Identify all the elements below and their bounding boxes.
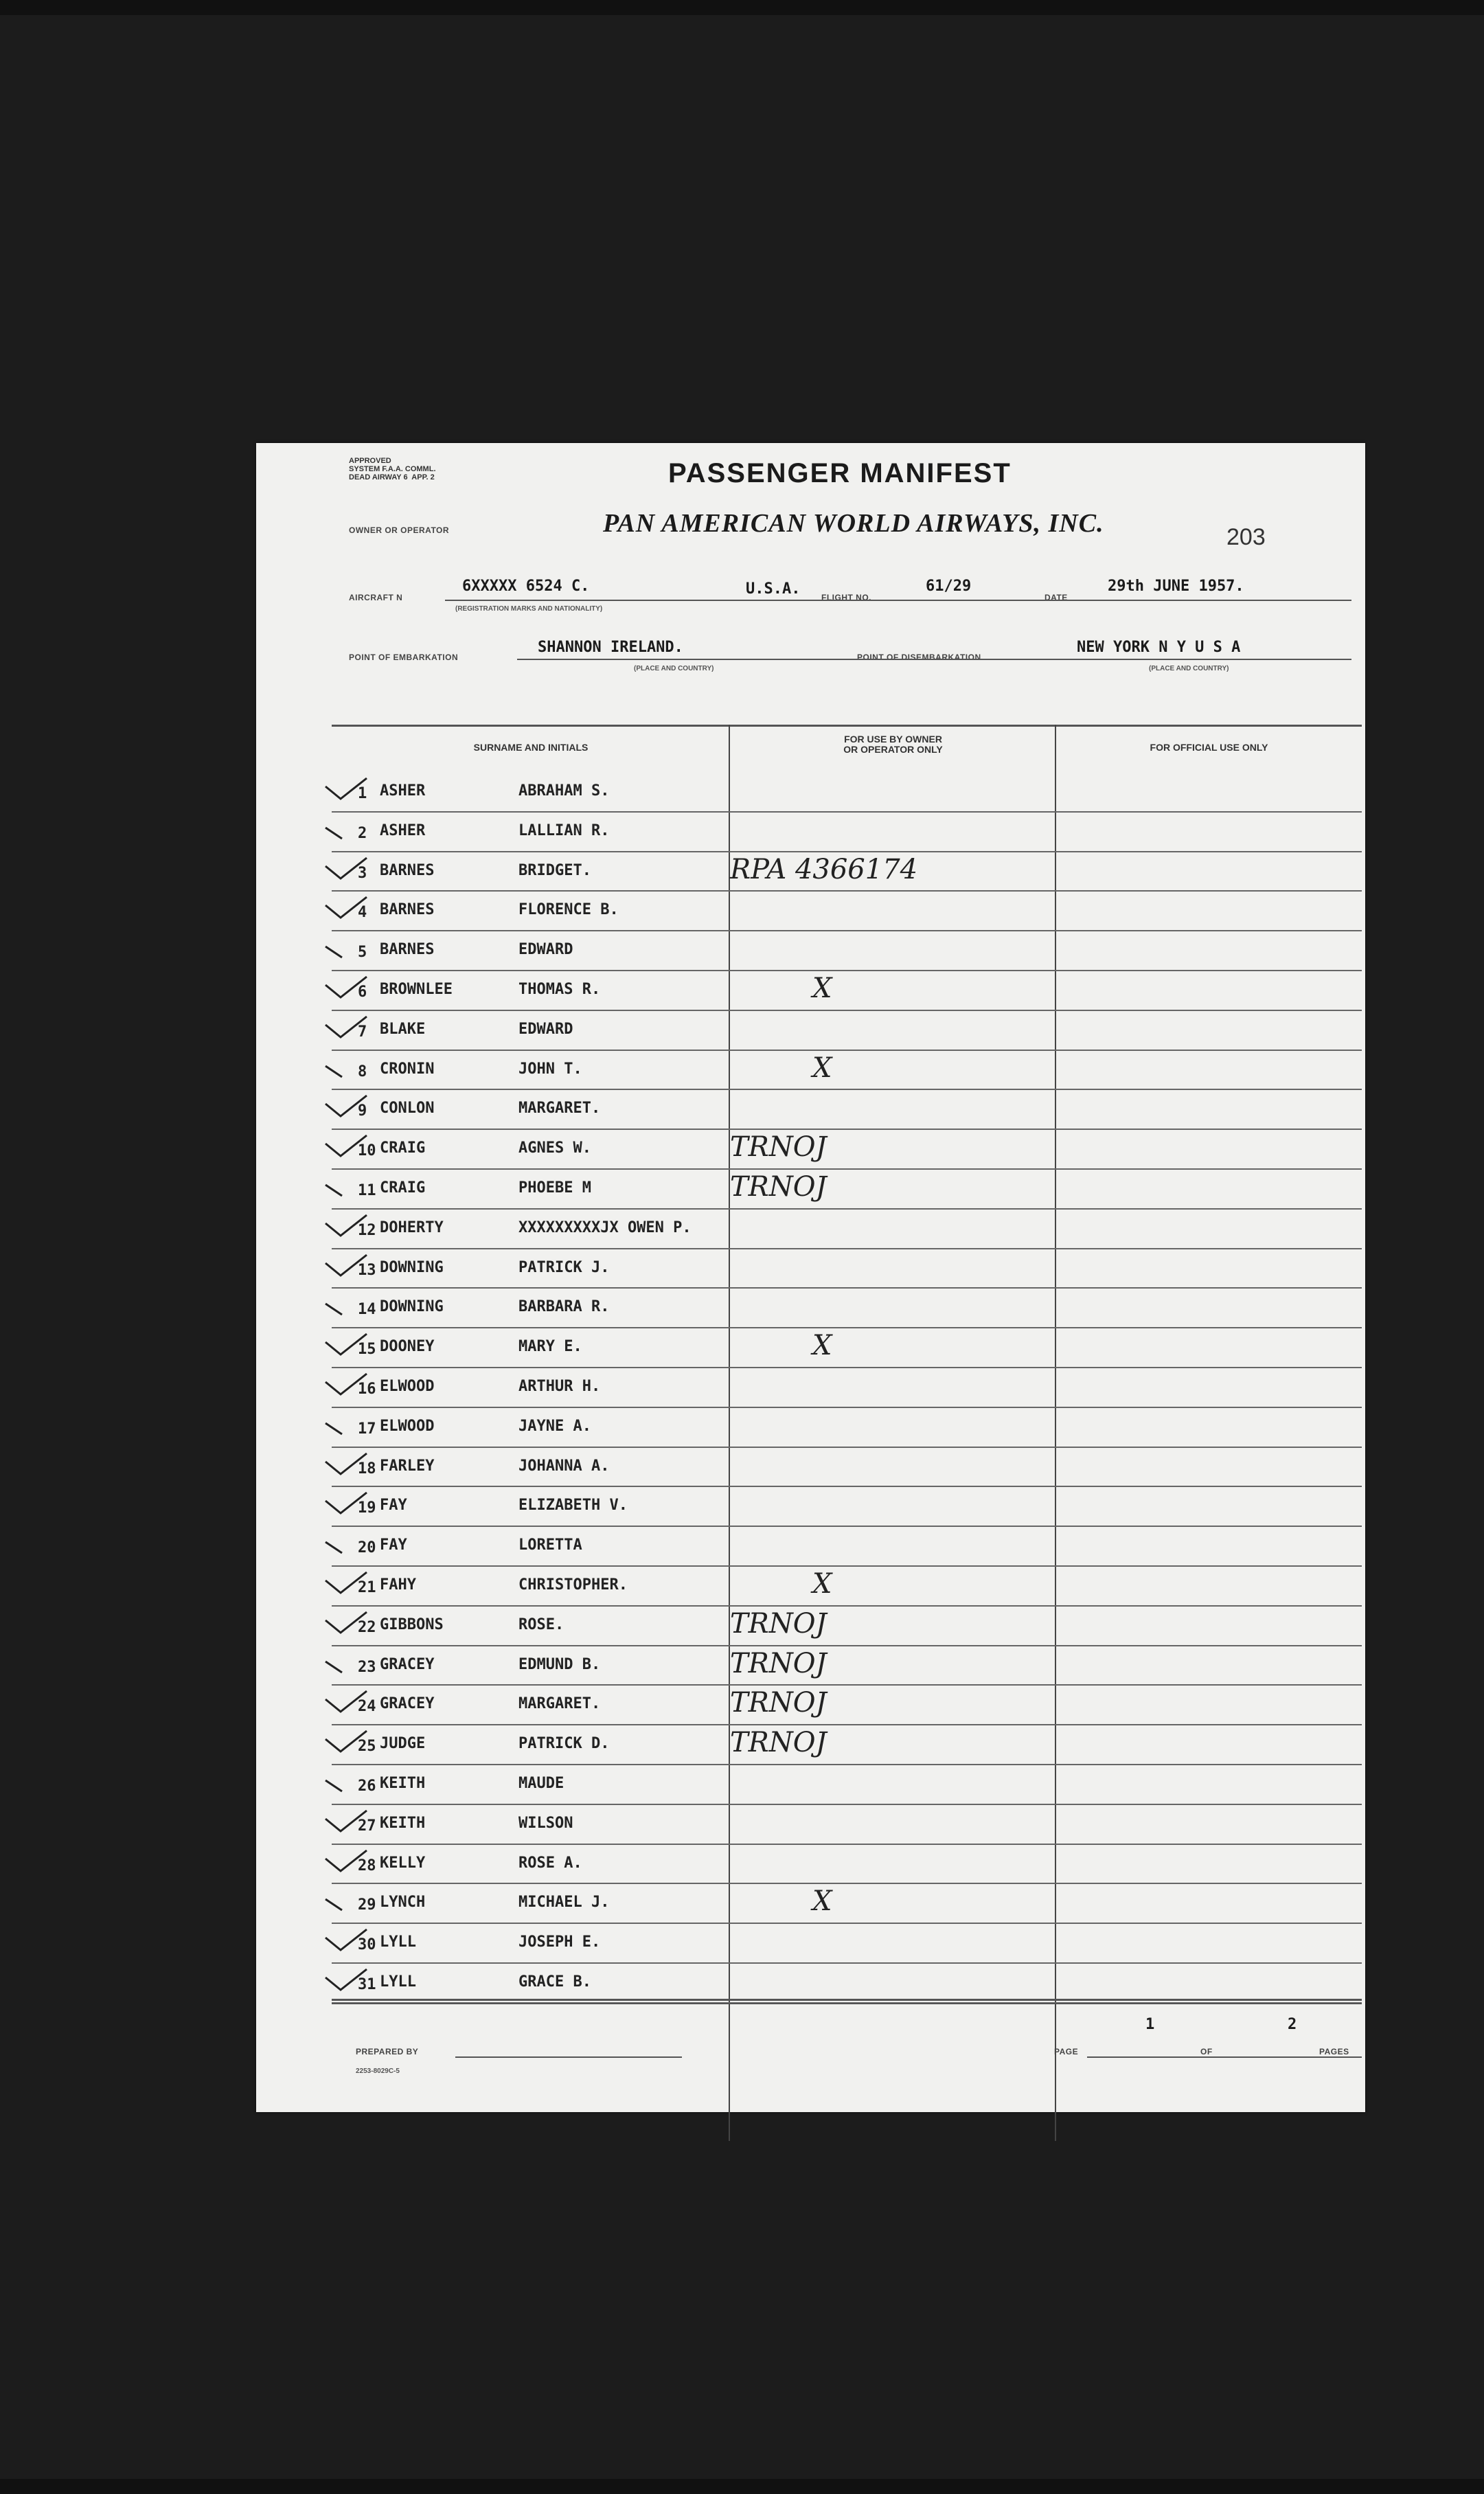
passenger-surname: KEITH: [380, 1814, 426, 1832]
passenger-surname: CRAIG: [380, 1140, 426, 1157]
passenger-number: 1: [358, 785, 367, 802]
check-tick-mark: [321, 1291, 371, 1319]
handwritten-annotation: TRNOJ: [730, 1607, 827, 1640]
table-row-rule: [332, 1367, 1362, 1368]
passenger-number: 20: [358, 1539, 376, 1557]
check-tick-mark: [321, 1887, 371, 1914]
handwritten-x-mark: X: [812, 973, 832, 1004]
column-divider-2: [1055, 725, 1056, 2141]
check-tick-mark: [321, 1768, 371, 1795]
passenger-surname: FAY: [380, 1537, 407, 1554]
handwritten-annotation: TRNOJ: [730, 1727, 827, 1759]
passenger-number: 5: [358, 944, 367, 962]
passenger-number: 8: [358, 1063, 367, 1080]
check-tick-mark: [321, 1569, 371, 1597]
handwritten-annotation: TRNOJ: [730, 1687, 827, 1719]
check-tick-mark: [321, 1054, 371, 1081]
passenger-number: 27: [358, 1817, 376, 1835]
check-tick-mark: [321, 1649, 371, 1677]
passenger-surname: BARNES: [380, 941, 435, 959]
page-value: 1: [1145, 2016, 1155, 2033]
manifest-sheet: [256, 443, 1365, 2112]
check-tick-mark: [321, 1808, 371, 1835]
table-bottom-rule-2: [332, 2003, 1362, 2004]
check-tick-mark: [321, 1212, 371, 1240]
passenger-given-names: MARY E.: [518, 1338, 582, 1356]
column-header-owner: FOR USE BY OWNER OR OPERATOR ONLY: [843, 734, 943, 755]
check-tick-mark: [321, 775, 371, 803]
table-row-rule: [332, 1129, 1362, 1130]
embarkation-value: SHANNON IRELAND.: [538, 639, 683, 656]
passenger-surname: ELWOOD: [380, 1417, 435, 1435]
passenger-surname: BLAKE: [380, 1020, 426, 1038]
check-tick-mark: [321, 1609, 371, 1637]
passenger-number: 30: [358, 1936, 376, 1954]
table-row-rule: [332, 1923, 1362, 1924]
passenger-given-names: MARGARET.: [518, 1695, 601, 1713]
passenger-number: 17: [358, 1420, 376, 1438]
passenger-number: 11: [358, 1182, 376, 1199]
passenger-number: 3: [358, 864, 367, 882]
passenger-number: 14: [358, 1301, 376, 1319]
passenger-given-names: ELIZABETH V.: [518, 1497, 628, 1515]
handwritten-annotation: TRNOJ: [730, 1131, 827, 1164]
table-row-rule: [332, 970, 1362, 971]
flight-label: FLIGHT NO.: [821, 593, 871, 602]
prepared-by-label: PREPARED BY: [356, 2047, 419, 2056]
check-tick-mark: [321, 1848, 371, 1875]
passenger-given-names: LALLIAN R.: [518, 821, 610, 839]
handwritten-annotation: TRNOJ: [730, 1171, 827, 1203]
passenger-surname: LYNCH: [380, 1894, 426, 1912]
handwritten-x-mark: X: [812, 1885, 832, 1918]
passenger-surname: ASHER: [380, 821, 426, 839]
passenger-surname: BARNES: [380, 861, 435, 879]
passenger-given-names: AGNES W.: [518, 1140, 591, 1157]
passenger-surname: DOWNING: [380, 1298, 444, 1316]
passenger-number: 29: [358, 1896, 376, 1914]
passenger-surname: DOHERTY: [380, 1218, 444, 1236]
passenger-surname: GIBBONS: [380, 1616, 444, 1633]
check-tick-mark: [321, 1252, 371, 1280]
passenger-surname: DOWNING: [380, 1258, 444, 1276]
page-label: PAGE: [1054, 2047, 1079, 2056]
passenger-number: 19: [358, 1499, 376, 1517]
passenger-number: 13: [358, 1261, 376, 1279]
check-tick-mark: [321, 1331, 371, 1359]
aircraft-rule: [445, 600, 1351, 601]
passenger-surname: FARLEY: [380, 1457, 435, 1475]
aircraft-value: 6XXXXX 6524 C.: [462, 578, 590, 595]
table-row-rule: [332, 1447, 1362, 1448]
table-row-rule: [332, 1804, 1362, 1805]
form-code: 2253-8029C-5: [356, 2067, 400, 2075]
passenger-number: 4: [358, 904, 367, 922]
passenger-given-names: ABRAHAM S.: [518, 782, 610, 800]
table-row-rule: [332, 1050, 1362, 1051]
passenger-given-names: JOHANNA A.: [518, 1457, 610, 1475]
aircraft-label: AIRCRAFT N: [349, 593, 403, 602]
check-tick-mark: [321, 1451, 371, 1478]
passenger-number: 26: [358, 1778, 376, 1795]
handwritten-annotation: RPA 4366174: [730, 853, 918, 885]
prepared-by-rule: [455, 2056, 682, 2058]
passenger-surname: GRACEY: [380, 1695, 435, 1713]
passenger-given-names: EDMUND B.: [518, 1655, 601, 1673]
passenger-given-names: GRACE B.: [518, 1973, 591, 1991]
check-tick-mark: [321, 1133, 371, 1160]
handwritten-annotation: TRNOJ: [730, 1647, 827, 1679]
check-tick-mark: [321, 1728, 371, 1756]
table-row-rule: [332, 1407, 1362, 1408]
table-row-rule: [332, 1645, 1362, 1646]
table-row-rule: [332, 1844, 1362, 1845]
passenger-number: 23: [358, 1658, 376, 1676]
passenger-surname: GRACEY: [380, 1655, 435, 1673]
passenger-surname: BARNES: [380, 901, 435, 919]
table-row-rule: [332, 1089, 1362, 1090]
check-tick-mark: [321, 1688, 371, 1716]
passenger-surname: ASHER: [380, 782, 426, 800]
passenger-given-names: PATRICK J.: [518, 1258, 610, 1276]
passenger-given-names: ARTHUR H.: [518, 1378, 601, 1395]
passenger-number: 28: [358, 1857, 376, 1874]
check-tick-mark: [321, 894, 371, 922]
table-row-rule: [332, 1962, 1362, 1964]
embarkation-rule: [517, 659, 1351, 660]
check-tick-mark: [321, 1490, 371, 1517]
passenger-number: 21: [358, 1579, 376, 1596]
check-tick-mark: [321, 1411, 371, 1438]
page-reference-number: 203: [1226, 524, 1266, 550]
of-value: 2: [1288, 2016, 1297, 2033]
table-row-rule: [332, 1526, 1362, 1527]
table-row-rule: [332, 1010, 1362, 1011]
passenger-given-names: MAUDE: [518, 1775, 564, 1792]
scan-border-top: [0, 0, 1484, 15]
operator-name: PAN AMERICAN WORLD AIRWAYS, INC.: [603, 509, 1104, 538]
nationality-value: U.S.A.: [746, 580, 801, 598]
passenger-given-names: JOSEPH E.: [518, 1934, 601, 1951]
column-divider-1: [729, 725, 730, 2141]
registration-caption: (REGISTRATION MARKS AND NATIONALITY): [455, 605, 603, 613]
passenger-given-names: MARGARET.: [518, 1100, 601, 1118]
passenger-number: 24: [358, 1698, 376, 1716]
of-label: OF: [1200, 2047, 1213, 2056]
pages-label: PAGES: [1319, 2047, 1349, 2056]
date-value: 29th JUNE 1957.: [1108, 578, 1244, 595]
flight-value: 61/29: [926, 578, 972, 595]
check-tick-mark: [321, 1371, 371, 1398]
table-row-rule: [332, 811, 1362, 813]
passenger-number: 31: [358, 1976, 376, 1993]
passenger-given-names: THOMAS R.: [518, 981, 601, 998]
passenger-given-names: BARBARA R.: [518, 1298, 610, 1316]
passenger-given-names: ROSE A.: [518, 1854, 582, 1872]
column-header-names: SURNAME AND INITIALS: [473, 742, 589, 753]
passenger-number: 15: [358, 1341, 376, 1359]
check-tick-mark: [321, 1530, 371, 1557]
passenger-given-names: PHOEBE M: [518, 1179, 591, 1197]
passenger-surname: DOONEY: [380, 1338, 435, 1356]
passenger-given-names: WILSON: [518, 1814, 573, 1832]
passenger-surname: CRAIG: [380, 1179, 426, 1197]
passenger-surname: KEITH: [380, 1775, 426, 1792]
passenger-given-names: BRIDGET.: [518, 861, 591, 879]
table-row-rule: [332, 1883, 1362, 1884]
table-row-rule: [332, 1208, 1362, 1210]
page-rule: [1087, 2056, 1362, 2058]
table-row-rule: [332, 890, 1362, 892]
embarkation-caption: (PLACE AND COUNTRY): [634, 665, 714, 672]
check-tick-mark: [321, 1966, 371, 1994]
passenger-given-names: ROSE.: [518, 1616, 564, 1633]
check-tick-mark: [321, 1014, 371, 1041]
check-tick-mark: [321, 1172, 371, 1200]
check-tick-mark: [321, 1927, 371, 1954]
embarkation-label: POINT OF EMBARKATION: [349, 653, 459, 662]
table-row-rule: [332, 1764, 1362, 1765]
check-tick-mark: [321, 1093, 371, 1120]
passenger-given-names: XXXXXXXXXJX OWEN P.: [518, 1218, 692, 1236]
passenger-number: 12: [358, 1221, 376, 1239]
passenger-surname: KELLY: [380, 1854, 426, 1872]
table-row-rule: [332, 1327, 1362, 1328]
table-top-rule: [332, 725, 1362, 727]
passenger-given-names: FLORENCE B.: [518, 901, 619, 919]
disembarkation-label: POINT OF DISEMBARKATION: [857, 653, 981, 662]
scan-border-bottom: [0, 2479, 1484, 2494]
handwritten-x-mark: X: [812, 1568, 832, 1600]
passenger-number: 7: [358, 1023, 367, 1041]
owner-operator-label: OWNER OR OPERATOR: [349, 525, 450, 535]
approval-note: APPROVED SYSTEM F.A.A. COMML. DEAD AIRWAY 6 APP. 2: [349, 457, 436, 481]
passenger-surname: JUDGE: [380, 1735, 426, 1753]
table-row-rule: [332, 1168, 1362, 1170]
check-tick-mark: [321, 815, 371, 843]
passenger-given-names: JOHN T.: [518, 1060, 582, 1078]
disembarkation-caption: (PLACE AND COUNTRY): [1149, 665, 1229, 672]
passenger-number: 22: [358, 1618, 376, 1636]
handwritten-x-mark: X: [812, 1330, 832, 1362]
passenger-given-names: LORETTA: [518, 1537, 582, 1554]
table-row-rule: [332, 1248, 1362, 1249]
passenger-given-names: PATRICK D.: [518, 1735, 610, 1753]
table-row-rule: [332, 930, 1362, 931]
passenger-surname: FAY: [380, 1497, 407, 1515]
manifest-title: PASSENGER MANIFEST: [668, 458, 1012, 488]
passenger-surname: LYLL: [380, 1973, 416, 1991]
passenger-number: 18: [358, 1460, 376, 1477]
check-tick-mark: [321, 855, 371, 883]
passenger-number: 9: [358, 1102, 367, 1120]
table-row-rule: [332, 1724, 1362, 1725]
passenger-given-names: EDWARD: [518, 941, 573, 959]
passenger-surname: FAHY: [380, 1576, 416, 1594]
date-label: DATE: [1044, 593, 1068, 602]
passenger-number: 16: [358, 1381, 376, 1398]
passenger-given-names: MICHAEL J.: [518, 1894, 610, 1912]
check-tick-mark: [321, 974, 371, 1001]
passenger-given-names: CHRISTOPHER.: [518, 1576, 628, 1594]
table-row-rule: [332, 1287, 1362, 1289]
passenger-number: 25: [358, 1738, 376, 1756]
passenger-surname: CONLON: [380, 1100, 435, 1118]
passenger-surname: CRONIN: [380, 1060, 435, 1078]
table-row-rule: [332, 1684, 1362, 1686]
passenger-given-names: JAYNE A.: [518, 1417, 591, 1435]
passenger-surname: BROWNLEE: [380, 981, 453, 998]
handwritten-x-mark: X: [812, 1052, 832, 1084]
table-row-rule: [332, 1605, 1362, 1607]
table-row-rule: [332, 851, 1362, 852]
passenger-number: 10: [358, 1142, 376, 1160]
check-tick-mark: [321, 934, 371, 962]
passenger-surname: ELWOOD: [380, 1378, 435, 1395]
table-row-rule: [332, 1486, 1362, 1487]
disembarkation-value: NEW YORK N Y U S A: [1077, 639, 1241, 656]
table-row-rule: [332, 1565, 1362, 1567]
passenger-surname: LYLL: [380, 1934, 416, 1951]
table-bottom-rule: [332, 1999, 1362, 2001]
passenger-given-names: EDWARD: [518, 1020, 573, 1038]
passenger-number: 6: [358, 984, 367, 1001]
passenger-number: 2: [358, 824, 367, 842]
column-header-official: FOR OFFICIAL USE ONLY: [1150, 742, 1268, 753]
